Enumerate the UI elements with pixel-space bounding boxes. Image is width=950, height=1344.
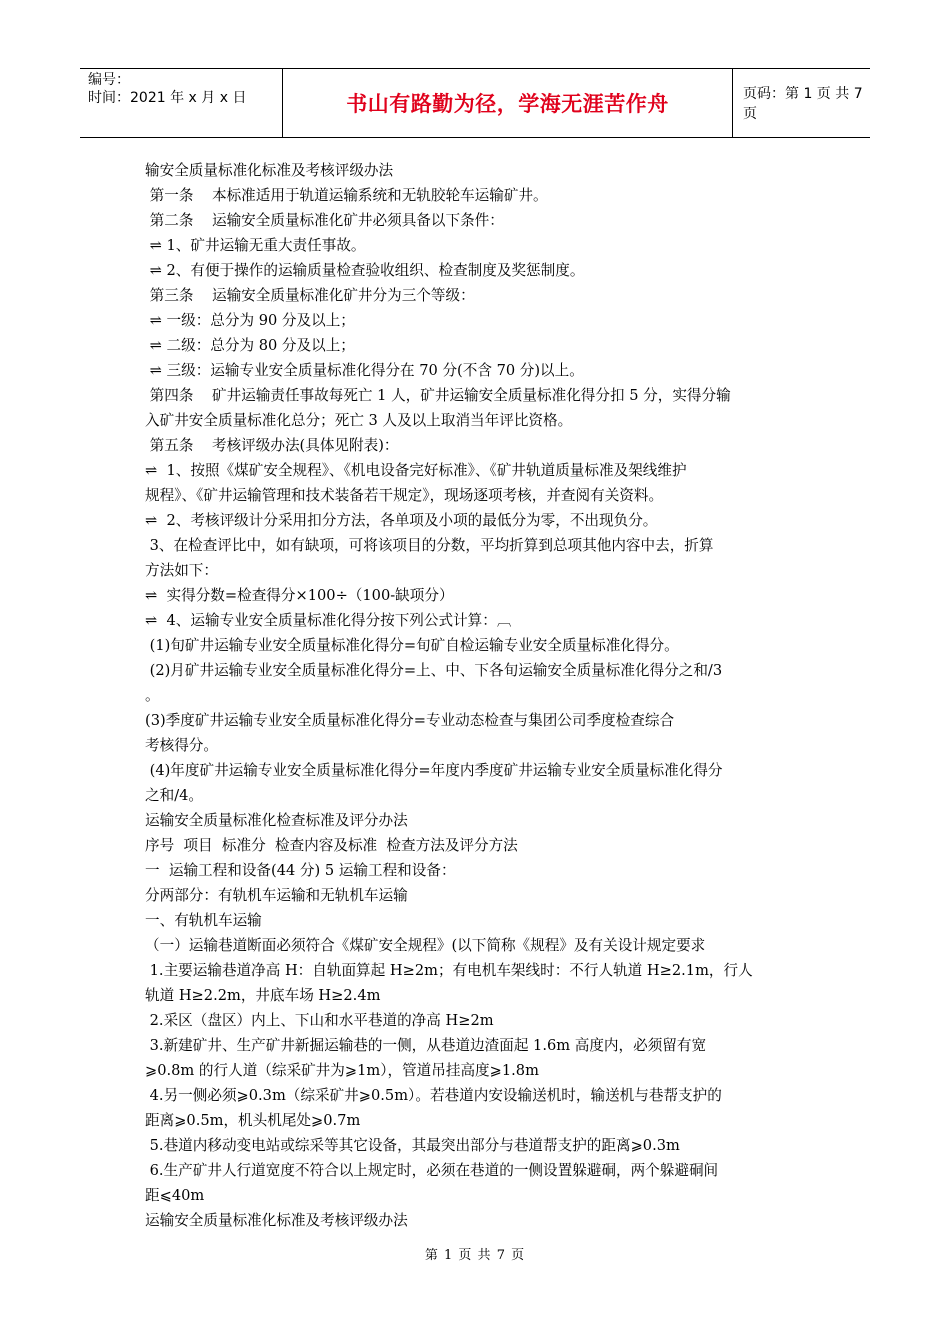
body-line: 2.采区（盘区）内上、下山和水平巷道的净高 H≥2m <box>145 1012 494 1029</box>
header-motto-cell <box>283 69 733 137</box>
page-footer: 第 1 页 共 7 页 <box>424 1248 526 1263</box>
document-body <box>145 158 810 1233</box>
body-line: ⇌ 4、运输专业安全质量标准化得分按下列公式计算：︹ <box>145 612 512 629</box>
body-line: ⇌ 三级：运输专业安全质量标准化得分在 70 分(不含 70 分)以上。 <box>145 362 584 379</box>
header-page-cell <box>733 69 870 137</box>
body-line: 一、有轨机车运输 <box>145 912 262 929</box>
body-line: ⩾0.8m 的行人道（综采矿井为⩾1m），管道吊挂高度⩾1.8m <box>145 1062 539 1079</box>
body-line: 运输安全质量标准化检查标准及评分办法 <box>145 812 408 829</box>
body-line: 第四条 矿井运输责任事故每死亡 1 人，矿井运输安全质量标准化得分扣 5 分，实得分输 <box>145 387 731 404</box>
body-line: 1.主要运输巷道净高 H：自轨面算起 H≥2m；有电机车架线时：不行人轨道 H≥2.1m，行人 <box>145 962 753 979</box>
body-line: 方法如下： <box>145 562 218 579</box>
page-header <box>80 68 870 138</box>
doc-time: 时间：2021 年 x 月 x 日 <box>88 90 247 106</box>
header-motto: 书山有路勤为径，学海无涯苦作舟 <box>346 92 669 116</box>
body-line: 考核得分。 <box>145 737 218 754</box>
body-line: 3、在检查评比中，如有缺项，可将该项目的分数，平均折算到总项其他内容中去，折算 <box>145 537 714 554</box>
body-line: 一 运输工程和设备(44 分) 5 运输工程和设备： <box>145 862 456 879</box>
body-line: 。 <box>145 687 160 704</box>
body-line: 距离⩾0.5m，机头机尾处⩾0.7m <box>145 1112 361 1129</box>
body-line: ⇌ 1、按照《煤矿安全规程》、《机电设备完好标准》、《矿井轨道质量标准及架线维护 <box>145 462 687 479</box>
body-line: 之和/4。 <box>145 787 203 804</box>
body-line: ⇌ 实得分数=检查得分×100÷（100-缺项分） <box>145 587 454 604</box>
body-line: 运输安全质量标准化标准及考核评级办法 <box>145 1212 408 1229</box>
body-line: ⇌ 1、矿井运输无重大责任事故。 <box>145 237 366 254</box>
body-line: 第二条 运输安全质量标准化矿井必须具备以下条件： <box>145 212 504 229</box>
body-line: (1)旬矿井运输专业安全质量标准化得分=旬矿自检运输专业安全质量标准化得分。 <box>145 637 679 654</box>
body-line: 分两部分：有轨机车运输和无轨机车运输 <box>145 887 408 904</box>
body-line: ⇌ 二级：总分为 80 分及以上； <box>145 337 355 354</box>
body-line: 第一条 本标准适用于轨道运输系统和无轨胶轮车运输矿井。 <box>145 187 548 204</box>
body-line: 序号 项目 标准分 检查内容及标准 检查方法及评分方法 <box>145 837 518 854</box>
body-line: 6.生产矿井人行道宽度不符合以上规定时，必须在巷道的一侧设置躲避硐，两个躲避硐间 <box>145 1162 719 1179</box>
body-line: (3)季度矿井运输专业安全质量标准化得分=专业动态检查与集团公司季度检查综合 <box>145 712 675 729</box>
header-page-info: 页码：第 1 页 共 7 页 <box>743 86 863 122</box>
body-line: 3.新建矿井、生产矿井新掘运输巷的一侧，从巷道边渣面起 1.6m 高度内，必须留有宽 <box>145 1037 707 1054</box>
body-line: ⇌ 一级：总分为 90 分及以上； <box>145 312 355 329</box>
body-line: （一）运输巷道断面必须符合《煤矿安全规程》(以下简称《规程》及有关设计规定要求 <box>145 937 706 954</box>
body-line: ⇌ 2、有便于操作的运输质量检查验收组织、检查制度及奖惩制度。 <box>145 262 585 279</box>
body-line: 第五条 考核评级办法(具体见附表)： <box>145 437 399 454</box>
body-line: (2)月矿井运输专业安全质量标准化得分=上、中、下各旬运输安全质量标准化得分之和/3 <box>145 662 723 679</box>
body-line: 距⩽40m <box>145 1187 205 1204</box>
doc-number-label: 编号： <box>88 72 130 88</box>
body-line: 4.另一侧必须⩾0.3m（综采矿井⩾0.5m）。若巷道内安设输送机时，输送机与巷帮支护的 <box>145 1087 722 1104</box>
body-line: 入矿井安全质量标准化总分；死亡 3 人及以上取消当年评比资格。 <box>145 412 573 429</box>
body-line: 规程》、《矿井运输管理和技术装备若干规定》，现场逐项考核，并查阅有关资料。 <box>145 487 664 504</box>
body-line: 5.巷道内移动变电站或综采等其它设备，其最突出部分与巷道帮支护的距离⩾0.3m <box>145 1137 680 1154</box>
body-line: 轨道 H≥2.2m，井底车场 H≥2.4m <box>145 987 381 1004</box>
body-line: ⇌ 2、考核评级计分采用扣分方法，各单项及小项的最低分为零，不出现负分。 <box>145 512 658 529</box>
header-info-cell <box>80 69 283 137</box>
body-line: 第三条 运输安全质量标准化矿井分为三个等级： <box>145 287 475 304</box>
body-line: (4)年度矿井运输专业安全质量标准化得分=年度内季度矿井运输专业安全质量标准化得分 <box>145 762 723 779</box>
body-line: 输安全质量标准化标准及考核评级办法 <box>145 162 394 179</box>
